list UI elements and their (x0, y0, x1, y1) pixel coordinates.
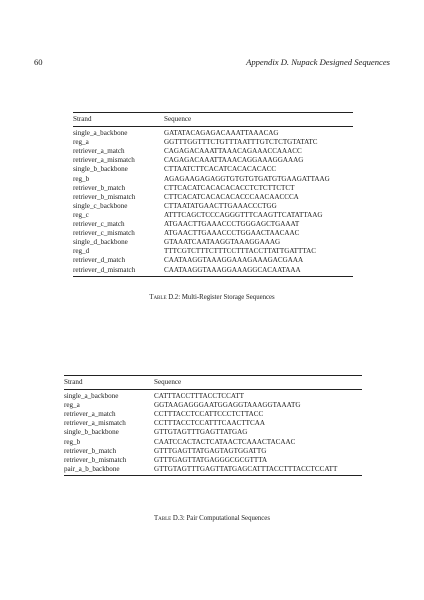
strand-name-cell: retriever_d_mismatch (73, 266, 164, 277)
sequence-cell: CAATAAGGTAAAGGAAAGGCACAATAAA (164, 266, 353, 277)
table-row (73, 256, 353, 265)
table-row (73, 184, 353, 193)
table-row (73, 156, 353, 165)
column-header-strand: Strand (73, 113, 164, 127)
sequence-cell: CAGAGACAAATTAAACAGGAAAGGAAAG (164, 156, 304, 165)
table-row (64, 390, 362, 402)
caption-text: Multi-Register Storage Sequences (181, 294, 275, 301)
table-row (73, 175, 353, 184)
sequence-cell: CTTCACATCACACACACCTCTCTTCTCT (164, 183, 295, 192)
strand-name-cell: retriever_b_mismatch (73, 192, 136, 201)
strand-name-cell: retriever_b_mismatch (64, 455, 127, 464)
strand-name-cell: single_b_backbone (73, 165, 128, 174)
table-row (73, 202, 353, 211)
column-header-sequence: Sequence (164, 113, 353, 127)
table-row (64, 428, 362, 437)
column-header-strand: Strand (64, 376, 154, 390)
sequence-cell: CTTAATCTTCACATCACACACACC (164, 165, 277, 174)
table-row (73, 193, 353, 202)
strand-name-cell: retriever_a_match (73, 147, 125, 156)
sequence-cell: CCTTTACCTCCATTCCCTCTTACC (154, 410, 264, 419)
table-row (73, 211, 353, 220)
caption-text: Pair Computational Sequences (186, 515, 270, 522)
running-header (34, 57, 390, 69)
strand-name-cell: reg_b (73, 174, 90, 183)
table-header-row (64, 376, 362, 390)
table-row (73, 138, 353, 147)
strand-name-cell: single_b_backbone (64, 428, 119, 437)
strand-name-cell: retriever_a_mismatch (64, 419, 126, 428)
table-row (64, 447, 362, 456)
multi-register-storage-table (73, 112, 353, 277)
table-row (73, 165, 353, 174)
strand-name-cell: retriever_a_mismatch (73, 156, 135, 165)
sequence-cell: GTAAATCAATAAGGTAAAGGAAAG (164, 238, 281, 247)
sequence-cell: CAATAAGGTAAAGGAAAGAAAGACGAAA (164, 256, 304, 265)
sequence-cell: GGTTTGGTTTCTGTTTAATTTGTCTCTGTATATC (164, 138, 318, 147)
table-row (73, 127, 353, 139)
sequence-cell: CCTTTACCTCCATTTCAACTTCAA (154, 419, 265, 428)
table-row (73, 247, 353, 256)
strand-name-cell: single_a_backbone (73, 129, 128, 138)
table-body (73, 127, 353, 277)
sequence-cell: CTTCACATCACACACACCCAACAACCCA (164, 192, 299, 201)
table-row (73, 229, 353, 238)
table-row (64, 410, 362, 419)
sequence-cell: CATTTACCTTTACCTCCATT (154, 392, 244, 401)
column-header-sequence: Sequence (154, 376, 362, 390)
sequence-cell: AGAGAAGAGAGGTGTGTGTGATGTGAAGATTAAG (164, 174, 330, 183)
table-row (64, 401, 362, 410)
table-caption (0, 515, 424, 522)
strand-name-cell: retriever_b_match (73, 183, 125, 192)
strand-name-cell: reg_a (64, 401, 80, 410)
sequence-cell: CTTAATATGAACTTGAAACCCTGG (164, 201, 277, 210)
table-row (64, 419, 362, 428)
table-row (64, 465, 362, 476)
sequence-cell: ATGAACTTGAAACCCTGGAACTAACAAC (164, 229, 300, 238)
sequence-cell: GTTTGAGTTATGAGGGCGCGTTTA (154, 455, 268, 464)
strand-name-cell: retriever_c_mismatch (73, 229, 135, 238)
pair-computational-table (64, 375, 362, 476)
table-row (73, 266, 353, 277)
sequence-cell: GTTGTAGTTTGAGTTATGAG (154, 428, 248, 437)
strand-name-cell: single_c_backbone (73, 201, 128, 210)
sequence-cell: GTTGTAGTTTGAGTTATGAGCATTTACCTTTACCTCCATT (154, 465, 362, 476)
sequence-cell: GATATACAGAGACAAATTAAACAG (164, 129, 279, 138)
strand-name-cell: retriever_a_match (64, 410, 116, 419)
table-header-row (73, 113, 353, 127)
table-row (64, 438, 362, 447)
strand-name-cell: reg_b (64, 437, 81, 446)
strand-name-cell: reg_a (73, 138, 89, 147)
sequence-cell: GTTTGAGTTATGAGTAGTGGATTG (154, 446, 267, 455)
strand-name-cell: pair_a_b_backbone (64, 465, 154, 476)
strand-name-cell: retriever_c_match (73, 220, 125, 229)
table-row (73, 220, 353, 229)
strand-name-cell: retriever_b_match (64, 446, 116, 455)
sequence-cell: CAGAGACAAATTAAACAGAAACCAAACC (164, 147, 302, 156)
table-row (73, 238, 353, 247)
page-number: 60 (34, 57, 43, 67)
sequence-cell: ATGAACTTGAAACCCTGGGAGCTGAAAT (164, 220, 300, 229)
strand-name-cell: retriever_d_match (73, 256, 125, 265)
strand-name-cell: single_a_backbone (64, 392, 119, 401)
strand-name-cell: reg_c (73, 210, 89, 219)
sequence-cell: ATTTCAGCTCCCAGGGTTTCAAGTTCATATTAAG (164, 210, 323, 219)
table-row (64, 456, 362, 465)
sequence-cell: CAATCCACTACTCATAACTCAAACTACAAC (154, 437, 296, 446)
caption-label: Table D.2: (149, 294, 181, 301)
caption-label: Table D.3: (154, 515, 185, 522)
sequence-cell: TTTCGTCTTTCTTTCCTTTACCTTATTGATTTAC (164, 247, 316, 256)
table-row (73, 147, 353, 156)
sequence-cell: GGTAAGAGGGAATGGAGGTAAAGGTAAATG (154, 401, 301, 410)
strand-name-cell: reg_d (73, 247, 90, 256)
strand-name-cell: single_d_backbone (73, 238, 128, 247)
running-title: Appendix D. Nupack Designed Sequences (246, 57, 390, 67)
table-caption (0, 294, 424, 301)
table-body (64, 390, 362, 476)
